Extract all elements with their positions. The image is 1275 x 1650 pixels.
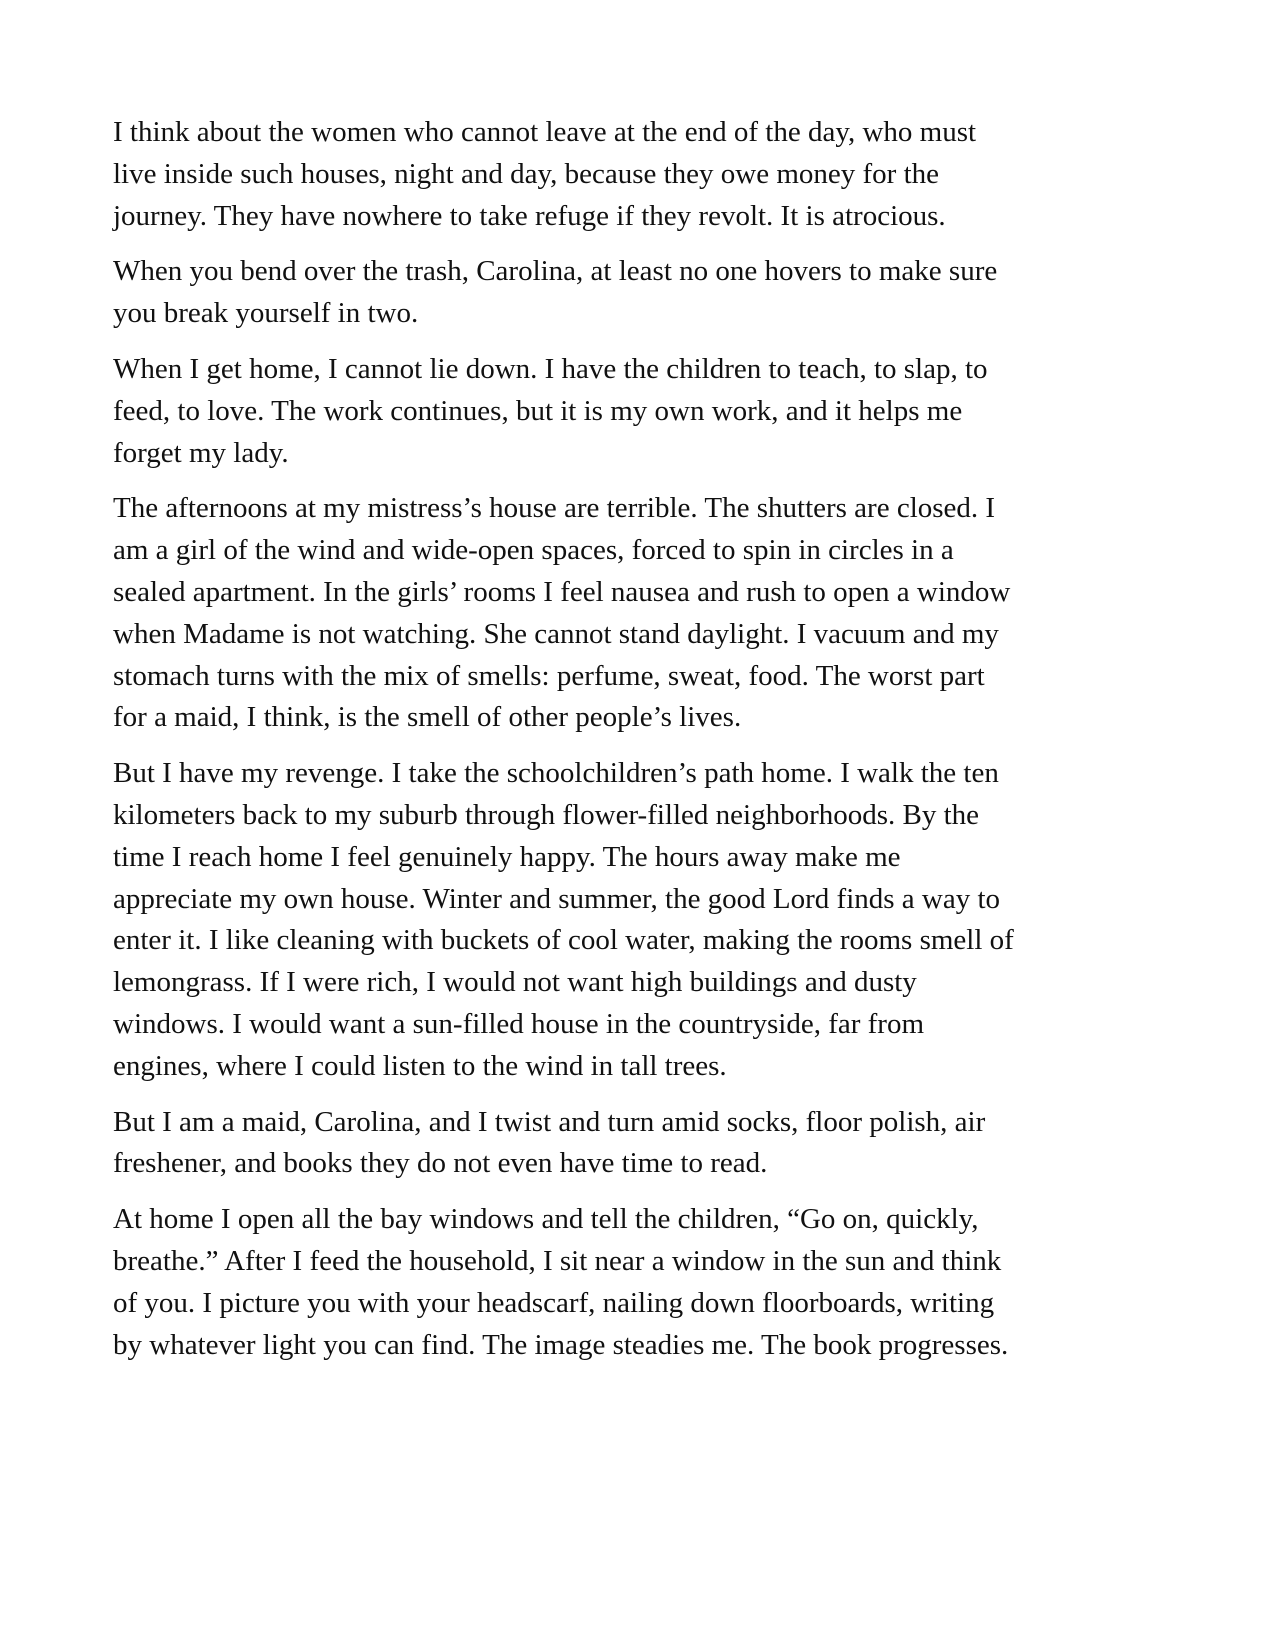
text-line: But I am a maid, Carolina, and I twist and turn amid socks, floor polish, air bbox=[113, 1105, 986, 1138]
text-line: live inside such houses, night and day, because they owe money for the bbox=[113, 157, 940, 190]
text-line: The afternoons at my mistress’s house are terrible. The shutters are closed. I bbox=[113, 492, 996, 525]
text-line: kilometers back to my suburb through flower-filled neighborhoods. By the bbox=[113, 798, 980, 831]
text-line: breathe.” After I feed the household, I sit near a window in the sun and think bbox=[113, 1244, 1002, 1277]
text-line: time I reach home I feel genuinely happy. The hours away make me bbox=[113, 840, 901, 873]
paragraph-2 bbox=[113, 251, 1133, 335]
text-line: But I have my revenge. I take the schoolchildren’s path home. I walk the ten bbox=[113, 757, 999, 790]
text-line: enter it. I like cleaning with buckets of cool water, making the rooms smell of bbox=[113, 924, 1014, 957]
text-line: I think about the women who cannot leave at the end of the day, who must bbox=[113, 116, 977, 148]
text-line: sealed apartment. In the girls’ rooms I feel nausea and rush to open a window bbox=[113, 575, 1011, 608]
text-line: for a maid, I think, is the smell of other people’s lives. bbox=[113, 701, 742, 734]
text-line: engines, where I could listen to the wind in tall trees. bbox=[113, 1049, 727, 1082]
text-line: by whatever light you can find. The image steadies me. The book progresses. bbox=[113, 1328, 1009, 1361]
text-line: At home I open all the bay windows and tell the children, “Go on, quickly, bbox=[113, 1203, 979, 1236]
paragraph-1 bbox=[113, 112, 1133, 237]
text-line: windows. I would want a sun-filled house in the countryside, far from bbox=[113, 1007, 925, 1040]
text-line: forget my lady. bbox=[113, 436, 289, 469]
text-line: journey. They have nowhere to take refuge if they revolt. It is atrocious. bbox=[113, 199, 946, 232]
paragraph-3 bbox=[113, 349, 1133, 474]
paragraph-6 bbox=[113, 1102, 1133, 1186]
paragraph-7 bbox=[113, 1199, 1133, 1366]
text-line: you break yourself in two. bbox=[113, 297, 419, 330]
text-line: feed, to love. The work continues, but it is my own work, and it helps me bbox=[113, 394, 963, 427]
paragraph-5 bbox=[113, 753, 1133, 1087]
text-line: lemongrass. If I were rich, I would not want high buildings and dusty bbox=[113, 966, 917, 999]
text-line: when Madame is not watching. She cannot stand daylight. I vacuum and my bbox=[113, 617, 999, 650]
text-line: am a girl of the wind and wide-open spaces, forced to spin in circles in a bbox=[113, 534, 954, 567]
text-line: appreciate my own house. Winter and summer, the good Lord finds a way to bbox=[113, 882, 1001, 915]
paragraph-4 bbox=[113, 488, 1133, 739]
document-page bbox=[113, 112, 1133, 1380]
text-line: When you bend over the trash, Carolina, at least no one hovers to make sure bbox=[113, 255, 998, 288]
text-line: stomach turns with the mix of smells: perfume, sweat, food. The worst part bbox=[113, 659, 985, 692]
text-line: freshener, and books they do not even have time to read. bbox=[113, 1147, 768, 1180]
text-line: of you. I picture you with your headscarf, nailing down floorboards, writing bbox=[113, 1286, 995, 1319]
text-line: When I get home, I cannot lie down. I have the children to teach, to slap, to bbox=[113, 352, 988, 385]
